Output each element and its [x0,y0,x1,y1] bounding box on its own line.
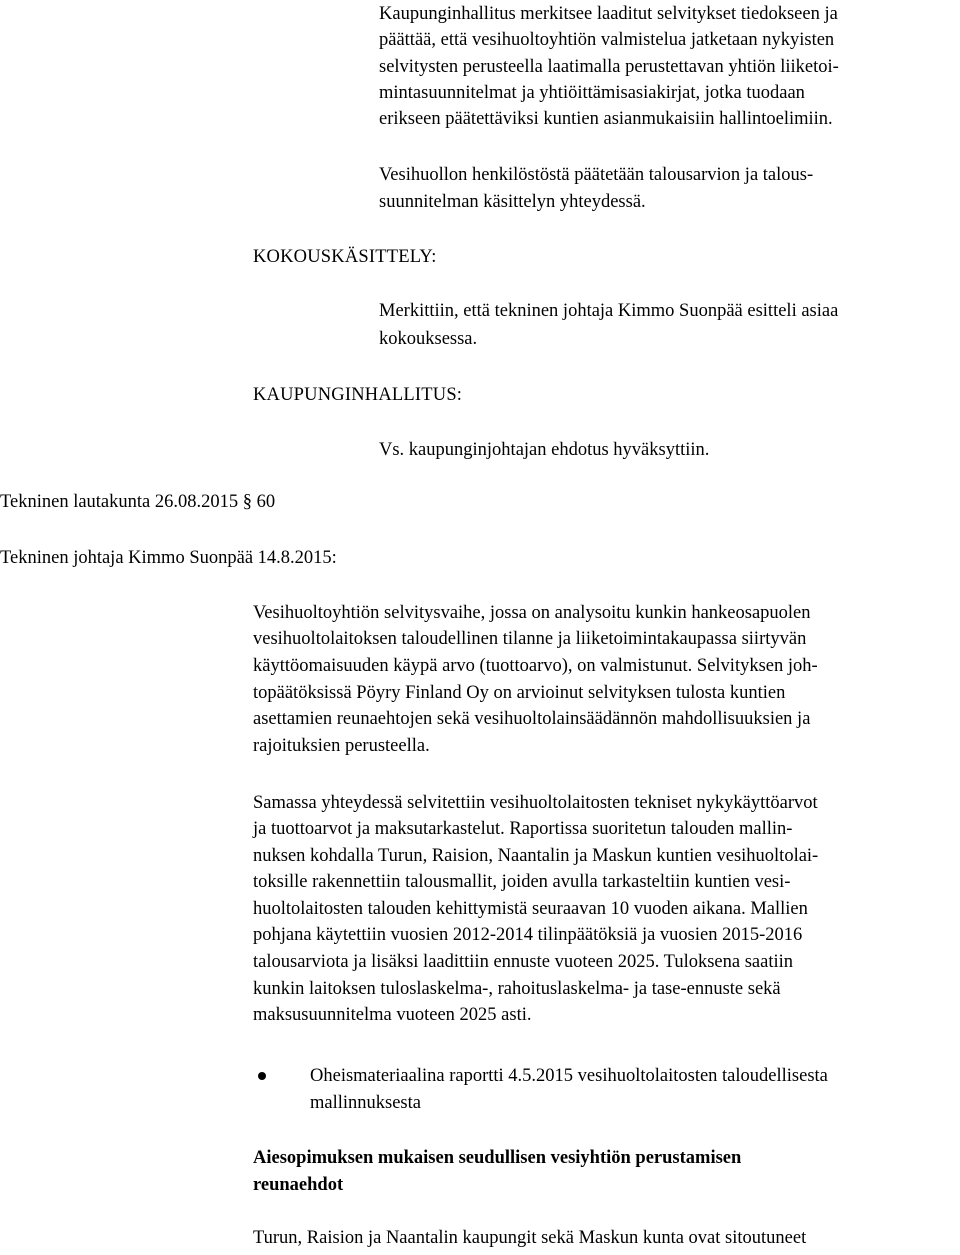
bullet-icon [258,1072,266,1080]
text-line: Vesihuollon henkilöstöstä päätetään talousarvion ja talous- [379,165,814,185]
text-line: huoltolaitosten talouden kehittymistä seuraavan 10 vuoden aikana. Mallien [253,899,808,919]
text-line: topäätöksissä Pöyry Finland Oy on arvioinut selvityksen tulosta kuntien [253,683,786,703]
text-line: maksusuunnitelma vuoteen 2025 asti. [253,1005,532,1025]
attachment-link-text: Oheismateriaalina raportti 4.5.2015 vesihuoltolaitosten taloudellisesta [310,1066,828,1086]
board-heading: Tekninen lautakunta 26.08.2015 § 60 [0,492,276,512]
text-line: toksille rakennettiin talousmallit, joiden avulla tarkasteltiin kuntien vesi- [253,872,791,892]
text-line: pohjana käytettiin vuosien 2012-2014 tilinpäätöksiä ja vuosien 2015-2016 [253,925,803,945]
text-line: erikseen päätettäviksi kuntien asianmukaisiin hallintoelimiin. [379,109,833,129]
text-line: nuksen kohdalla Turun, Raision, Naantalin ja Maskun kuntien vesihuoltolai- [253,846,819,866]
text-line: suunnitelman käsittelyn yhteydessä. [379,192,646,212]
text-line: asettamien reunaehtojen sekä vesihuoltolainsäädännön mahdollisuuksien ja [253,709,811,729]
final-text-line: Turun, Raision ja Naantalin kaupungit sekä Maskun kunta ovat sitoutuneet [253,1228,807,1248]
subheading-line: reunaehdot [253,1175,344,1195]
text-line: vesihuoltolaitoksen taloudellinen tilanne ja liiketoimintakaupassa siirtyvän [253,629,807,649]
text-line: Vesihuoltoyhtiön selvitysvaihe, jossa on analysoitu kunkin hankeosapuolen [253,603,811,623]
text-line: mintasuunnitelmat ja yhtiöittämisasiakirjat, jotka tuodaan [379,83,805,103]
text-line: Kaupunginhallitus merkitsee laaditut selvitykset tiedokseen ja [379,4,838,24]
text-line: Merkittiin, että tekninen johtaja Kimmo Suonpää esitteli asiaa [379,301,839,321]
subheading-line: Aiesopimuksen mukaisen seudullisen vesiyhtiön perustamisen [253,1148,742,1168]
text-line: käyttöomaisuuden käypä arvo (tuottoarvo), on valmistunut. Selvityksen joh- [253,656,818,676]
text-line: rajoituksien perusteella. [253,736,430,756]
meeting-section-label: KOKOUSKÄSITTELY: [253,247,437,267]
text-line: päättää, että vesihuoltoyhtiön valmistelua jatketaan nykyisten [379,30,835,50]
text-line: ja tuottoarvot ja maksutarkastelut. Raportissa suoritetun talouden mallin- [253,819,793,839]
text-line: selvitysten perusteella laatimalla perustettavan yhtiön liiketoi- [379,57,839,77]
council-section-label: KAUPUNGINHALLITUS: [253,385,463,405]
text-line: talousarviota ja lisäksi laadittiin ennuste vuoteen 2025. Tuloksena saatiin [253,952,794,972]
director-heading: Tekninen johtaja Kimmo Suonpää 14.8.2015: [0,548,337,568]
attachment-link-text: mallinnuksesta [310,1093,421,1113]
council-decision-text: Vs. kaupunginjohtajan ehdotus hyväksyttiin. [379,440,710,460]
text-line: kunkin laitoksen tuloslaskelma-, rahoituslaskelma- ja tase-ennuste sekä [253,979,781,999]
text-line: Samassa yhteydessä selvitettiin vesihuoltolaitosten tekniset nykykäyttöarvot [253,793,818,813]
text-line: kokouksessa. [379,329,478,349]
